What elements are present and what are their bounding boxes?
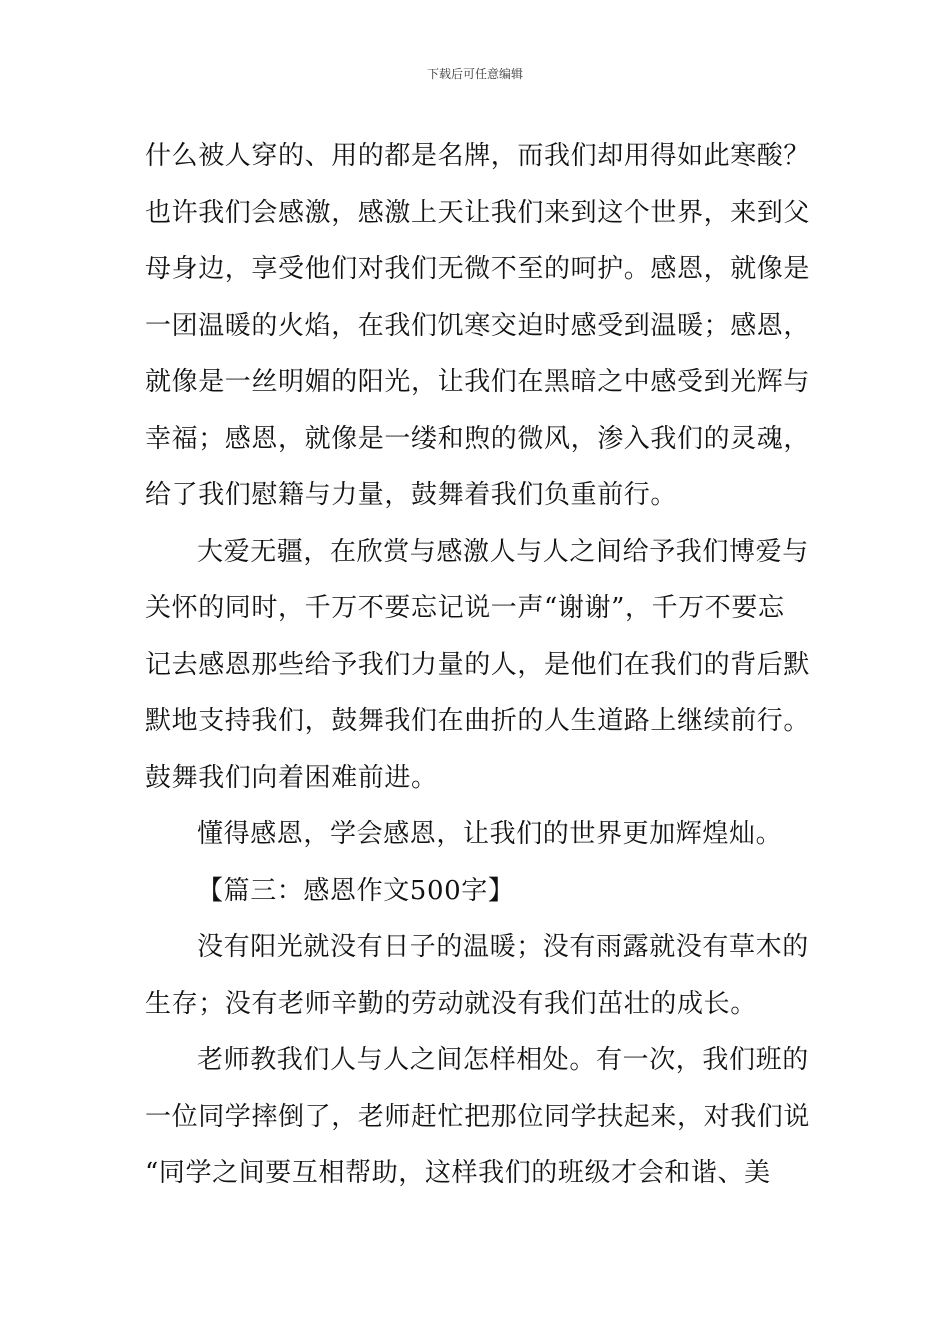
text-line: “同学之间要互相帮助，这样我们的班级才会和谐、美	[145, 1158, 771, 1188]
section-heading: 【篇三：感恩作文500字】	[197, 875, 515, 906]
paragraph-first-line: 没有阳光就没有日子的温暖；没有雨露就没有草木的	[197, 932, 809, 962]
text-line: 记去感恩那些给予我们力量的人，是他们在我们的背后默	[145, 649, 811, 680]
text-line: 给了我们慰籍与力量，鼓舞着我们负重前行。	[145, 480, 678, 510]
text-line: 生存；没有老师辛勤的劳动就没有我们茁壮的成长。	[145, 988, 757, 1019]
text-line: 也许我们会感激，感激上天让我们来到这个世界，来到父	[145, 197, 811, 228]
document-body	[145, 128, 810, 1202]
text-line: 一位同学摔倒了，老师赶忙把那位同学扶起来，对我们说	[145, 1101, 811, 1132]
paragraph-first-line: 懂得感恩，学会感恩，让我们的世界更加辉煌灿。	[197, 819, 783, 849]
paragraph-first-line: 老师教我们人与人之间怎样相处。有一次，我们班的	[197, 1045, 809, 1075]
text-line: 鼓舞我们向着困难前进。	[145, 762, 438, 793]
text-line: 母身边，享受他们对我们无微不至的呵护。感恩，就像是	[145, 254, 811, 284]
page-header: 下载后可任意编辑	[426, 67, 523, 81]
text-line: 就像是一丝明媚的阳光，让我们在黑暗之中感受到光辉与	[145, 367, 811, 397]
text-line: 一团温暖的火焰，在我们饥寒交迫时感受到温暖；感恩，	[145, 310, 811, 341]
paragraph-first-line: 大爱无疆，在欣赏与感激人与人之间给予我们博爱与	[197, 536, 809, 567]
text-line: 什么被人穿的、用的都是名牌，而我们却用得如此寒酸？	[145, 141, 811, 171]
text-line: 幸福；感恩，就像是一缕和煦的微风，渗入我们的灵魂，	[145, 423, 811, 454]
text-line: 默地支持我们，鼓舞我们在曲折的人生道路上继续前行。	[145, 706, 811, 736]
text-line: 关怀的同时，千万不要忘记说一声“谢谢”，千万不要忘	[145, 593, 785, 623]
